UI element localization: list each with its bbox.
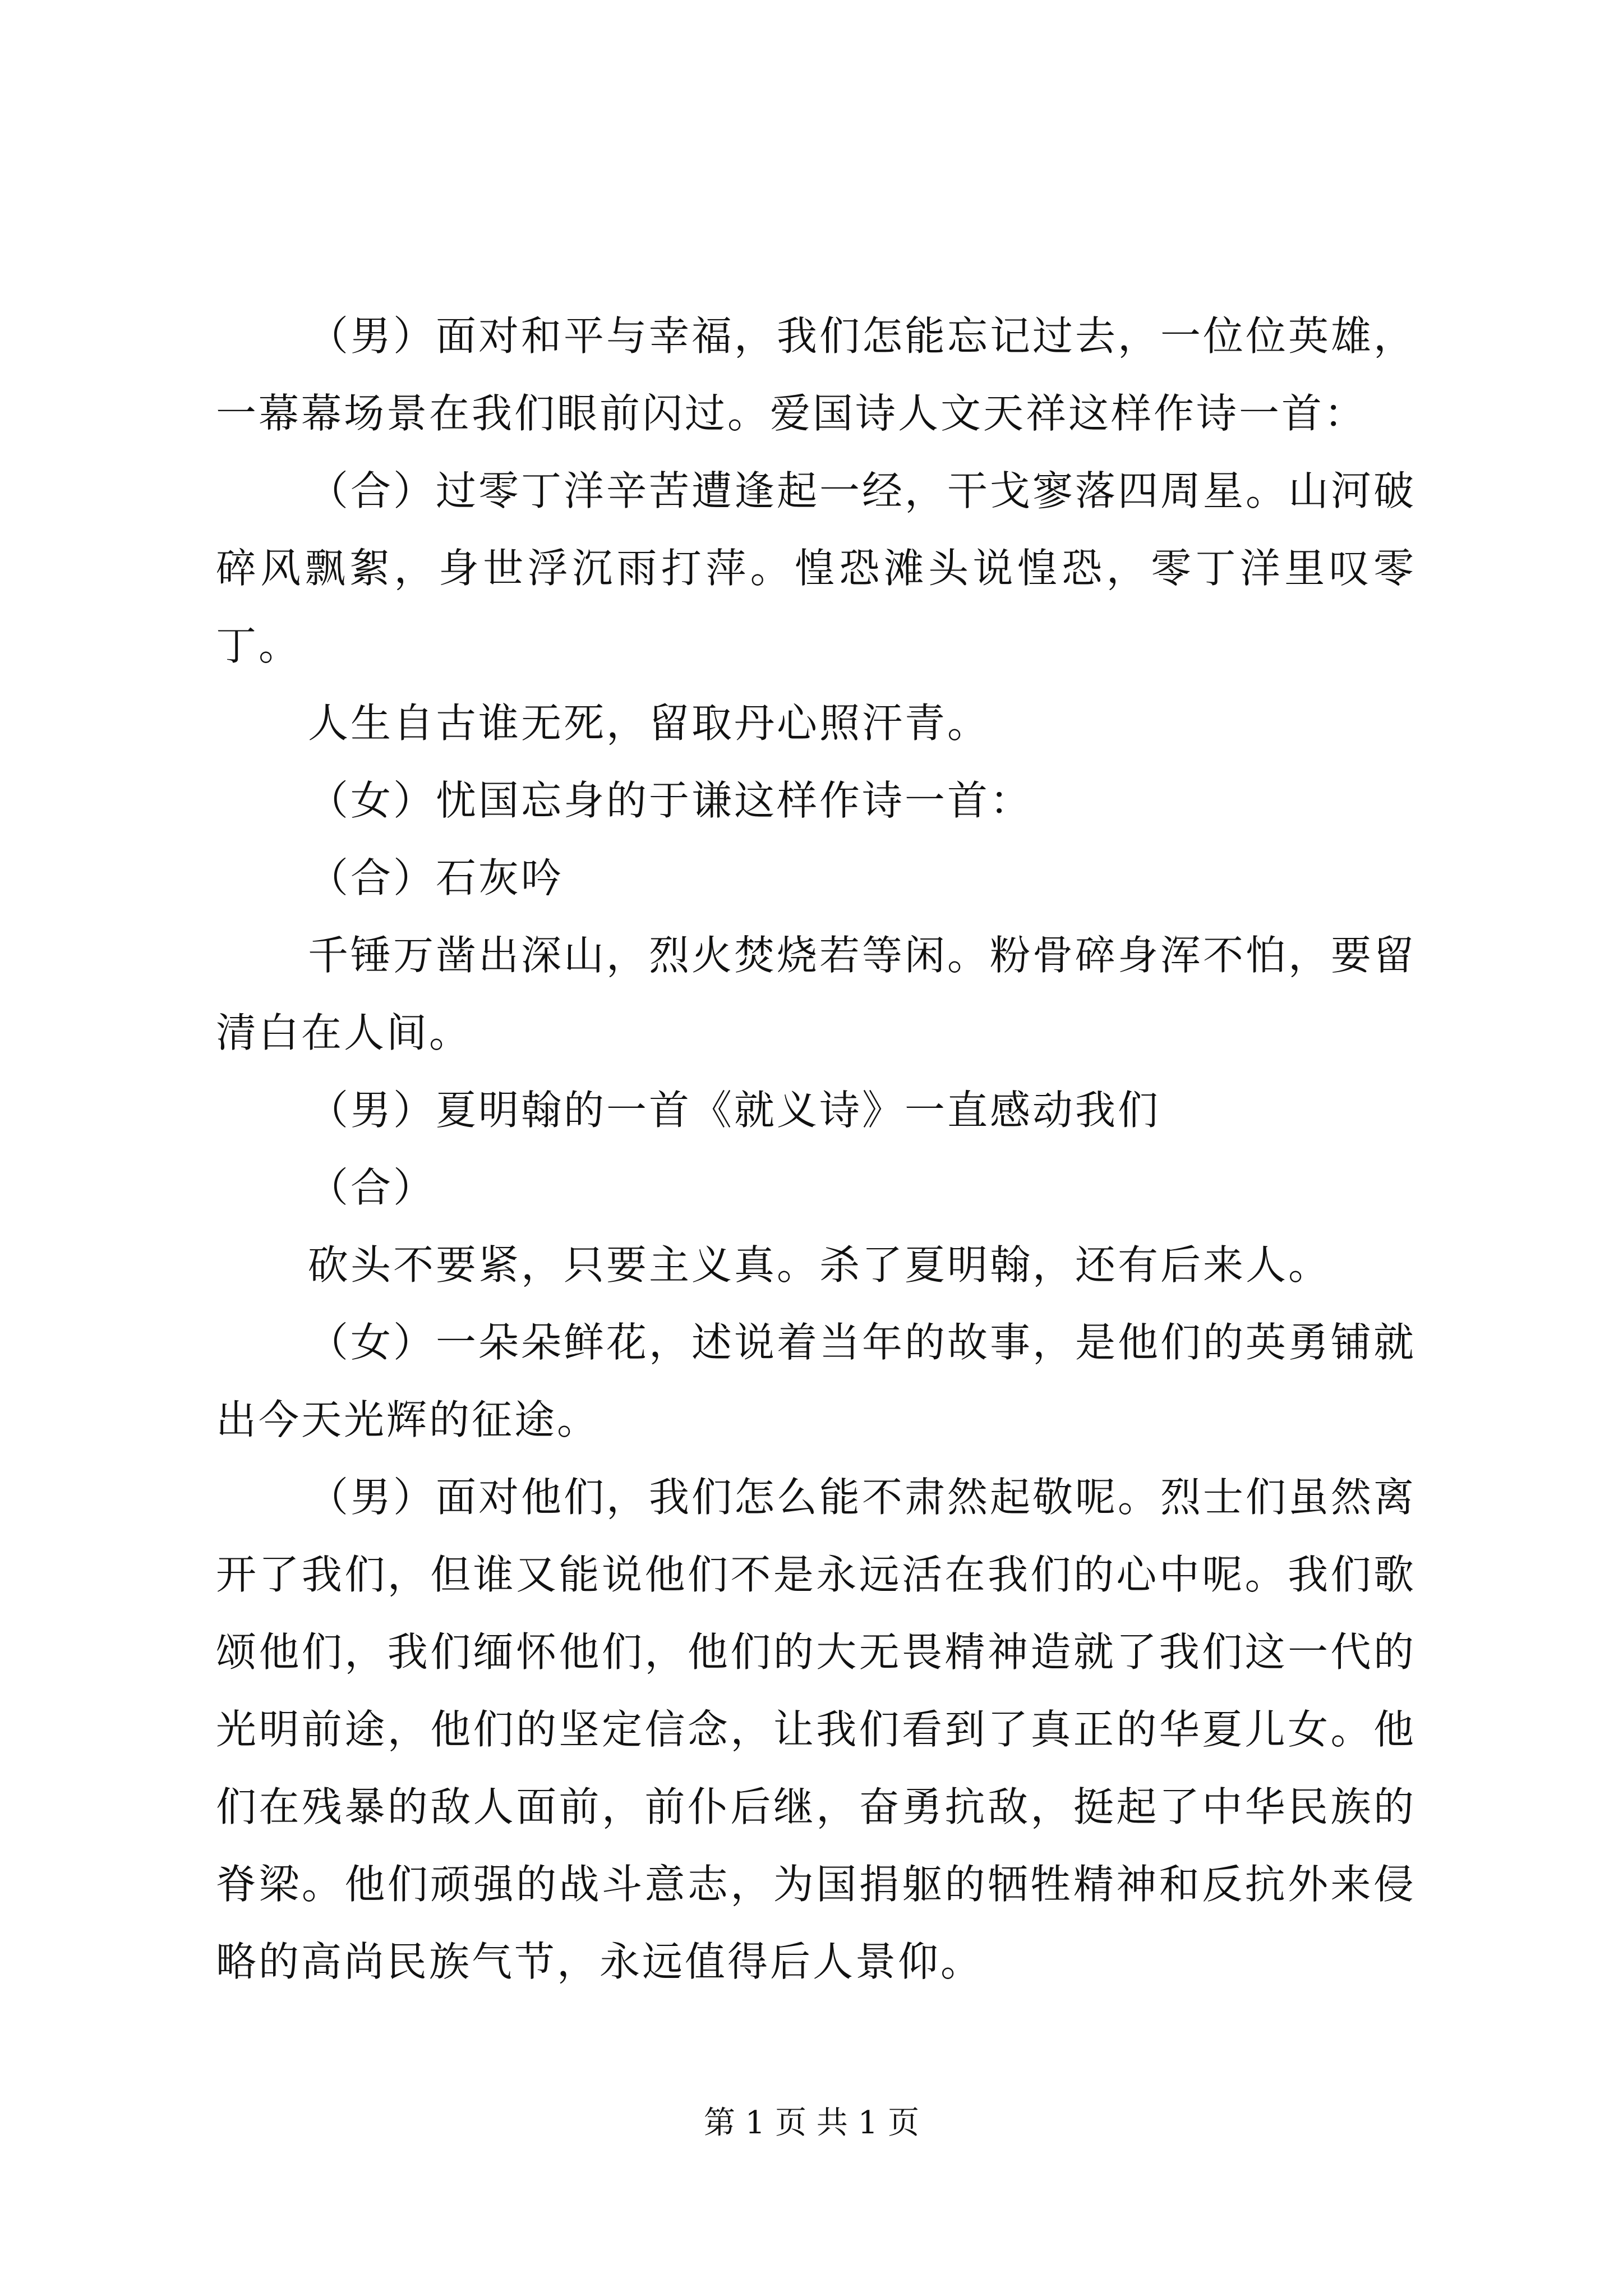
paragraph-poem-shihuiyin: 千锤万凿出深山，烈火焚烧若等闲。粉骨碎身浑不怕，要留清白在人间。 (216, 932, 1417, 1056)
paragraph-intro-female: （女）忧国忘身的于谦这样作诗一首： (308, 777, 1033, 824)
paragraph-chorus-label: （合） (308, 1164, 436, 1211)
paragraph-poem-title-shihuiyin: （合）石灰吟 (308, 854, 564, 901)
paragraph-intro-xia-minghan: （男）夏明翰的一首《就义诗》一直感动我们 (308, 1087, 1161, 1134)
paragraph-poem-wen-tianxiang-ending: 人生自古谁无死，留取丹心照汗青。 (308, 700, 990, 747)
paragraph-flowers: （女）一朵朵鲜花，述说着当年的故事，是他们的英勇铺就出今天光辉的征途。 (216, 1319, 1417, 1443)
document-body (216, 297, 1416, 2000)
paragraph-poem-wen-tianxiang: （合）过零丁洋辛苦遭逢起一经，干戈寥落四周星。山河破碎风飘絮，身世浮沉雨打萍。惶恐滩头说惶恐，零丁洋里叹零丁。 (216, 467, 1417, 669)
page-footer: 第 1 页 共 1 页 (703, 2105, 920, 2141)
paragraph-poem-jiuyishi: 砍头不要紧，只要主义真。杀了夏明翰，还有后来人。 (308, 1241, 1331, 1289)
paragraph-tribute: （男）面对他们，我们怎么能不肃然起敬呢。烈士们虽然离开了我们，但谁又能说他们不是永远活在我们的心中呢。我们歌颂他们，我们缅怀他们，他们的大无畏精神造就了我们这一代的光明前途，他们的坚定信念，让我们看到了真正的华夏儿女。他们在残暴的敌人面前，前仆后继，奋勇抗敌，挺起了中华民族的脊梁。他们顽强的战斗意志，为国捐躯的牺牲精神和反抗外来侵略的高尚民族气节，永远值得后人景仰。 (216, 1474, 1417, 1985)
paragraph-intro-male: （男）面对和平与幸福，我们怎能忘记过去，一位位英雄，一幕幕场景在我们眼前闪过。爱国诗人文天祥这样作诗一首： (216, 312, 1417, 437)
